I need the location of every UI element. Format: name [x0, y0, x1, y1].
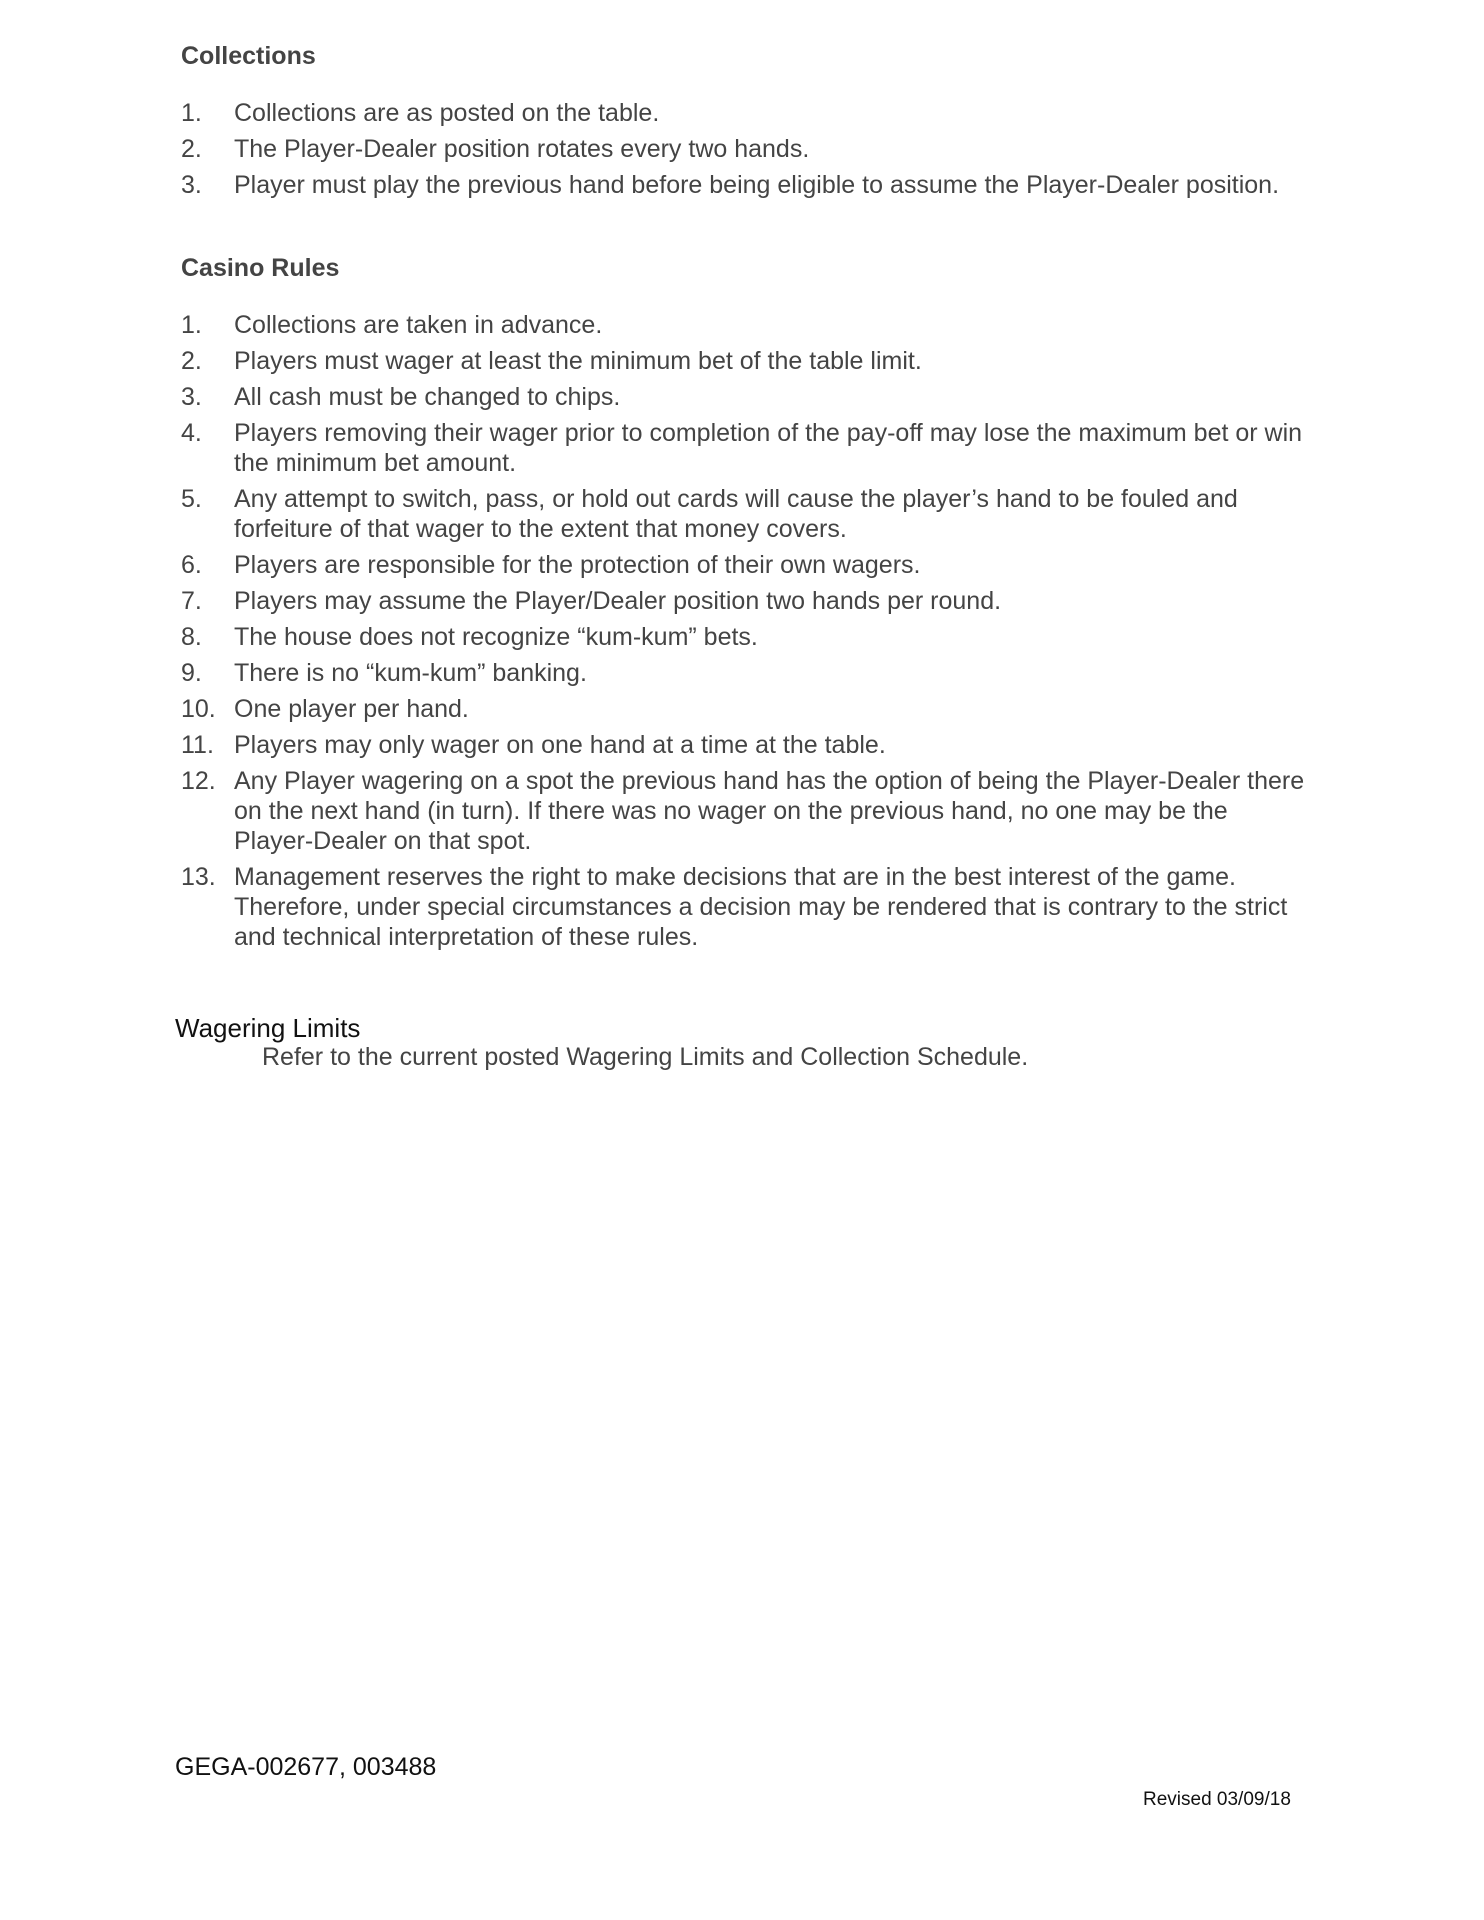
list-item — [181, 346, 1311, 376]
collections-heading: Collections — [181, 42, 316, 70]
list-item-text: One player per hand. — [234, 695, 469, 723]
list-item — [181, 382, 1311, 412]
list-item-text: Player must play the previous hand before being eligible to assume the Player-Dealer position. — [234, 171, 1280, 199]
list-item-number: 3. — [181, 171, 202, 199]
list-item-text: Players may only wager on one hand at a time at the table. — [234, 731, 886, 759]
list-item-number: 3. — [181, 383, 202, 411]
list-item-number: 7. — [181, 587, 202, 615]
revision-date: Revised 03/09/18 — [1143, 1789, 1291, 1810]
list-item-number: 6. — [181, 551, 202, 579]
list-item-text: There is no “kum-kum” banking. — [234, 659, 587, 687]
list-item-number: 2. — [181, 135, 202, 163]
wagering-limits-heading: Wagering Limits — [175, 1013, 361, 1043]
list-item-text: The house does not recognize “kum-kum” bets. — [234, 623, 758, 651]
document-id: GEGA-002677, 003488 — [175, 1753, 437, 1781]
list-item-text: Any Player wagering on a spot the previous hand has the option of being the Player-Dealer there on the next hand (in turn). If there was no wager on the previous hand, no one may be the Player-Dealer on that spot. — [234, 767, 1305, 855]
list-item — [181, 418, 1311, 478]
list-item-text: The Player-Dealer position rotates every two hands. — [234, 135, 810, 163]
casino-rules-heading: Casino Rules — [181, 254, 340, 282]
list-item-text: Players removing their wager prior to completion of the pay-off may lose the maximum bet or win the minimum bet amount. — [234, 419, 1303, 477]
wagering-limits-text: Refer to the current posted Wagering Limits and Collection Schedule. — [262, 1043, 1029, 1071]
list-item-number: 9. — [181, 659, 202, 687]
list-item-number: 1. — [181, 99, 202, 127]
list-item — [181, 550, 1311, 580]
list-item — [181, 134, 1311, 164]
list-item-number: 11. — [181, 731, 214, 759]
list-item-text: Players are responsible for the protection of their own wagers. — [234, 551, 921, 579]
list-item-number: 8. — [181, 623, 202, 651]
list-item-text: Collections are as posted on the table. — [234, 99, 660, 127]
collections-list — [181, 98, 1311, 206]
list-item-text: Collections are taken in advance. — [234, 311, 603, 339]
list-item-number: 4. — [181, 419, 202, 447]
list-item-number: 12. — [181, 767, 216, 795]
list-item — [181, 730, 1311, 760]
list-item-number: 2. — [181, 347, 202, 375]
list-item — [181, 586, 1311, 616]
list-item-text: Players may assume the Player/Dealer position two hands per round. — [234, 587, 1002, 615]
list-item — [181, 484, 1311, 544]
list-item — [181, 98, 1311, 128]
list-item — [181, 658, 1311, 688]
list-item — [181, 170, 1311, 200]
list-item-number: 1. — [181, 311, 202, 339]
list-item — [181, 766, 1311, 856]
casino-rules-list — [181, 310, 1311, 958]
list-item — [181, 694, 1311, 724]
list-item — [181, 622, 1311, 652]
list-item-text: Players must wager at least the minimum bet of the table limit. — [234, 347, 922, 375]
list-item-number: 5. — [181, 485, 202, 513]
list-item-number: 10. — [181, 695, 216, 723]
list-item — [181, 862, 1311, 952]
list-item-text: Management reserves the right to make decisions that are in the best interest of the game. Therefore, under special circumstances a decision may be rendered that is contrary to the strict and technical interpretation of these rules. — [234, 863, 1288, 951]
list-item-text: Any attempt to switch, pass, or hold out cards will cause the player’s hand to be fouled and forfeiture of that wager to the extent that money covers. — [234, 485, 1238, 543]
list-item — [181, 310, 1311, 340]
list-item-number: 13. — [181, 863, 216, 891]
list-item-text: All cash must be changed to chips. — [234, 383, 621, 411]
